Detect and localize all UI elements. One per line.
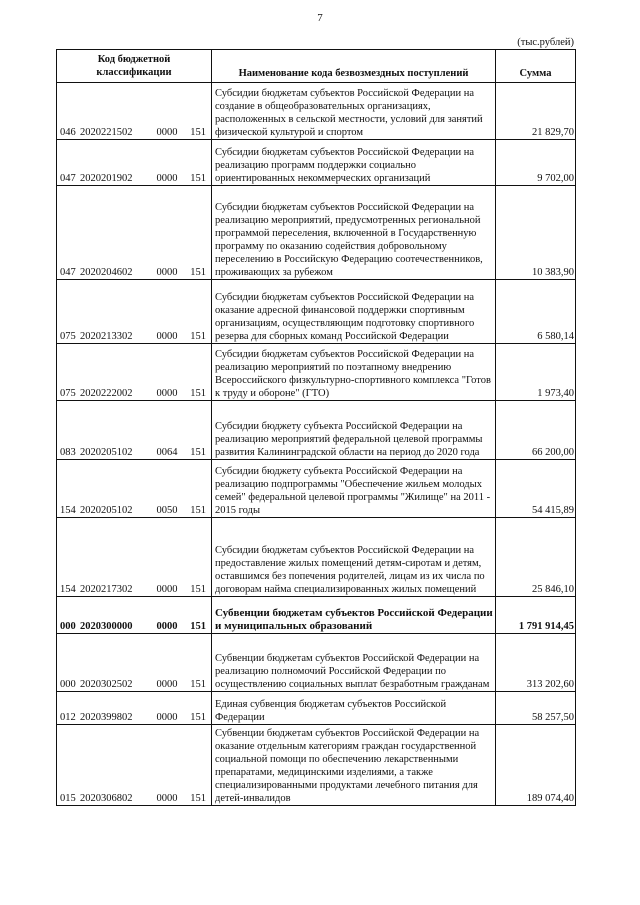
classification-code-cell [57, 140, 212, 186]
kosgu-code: 151 [190, 267, 206, 278]
revenue-name-cell: Субсидии бюджету субъекта Российской Федерации на реализацию подпрограммы "Обеспечение жильем молодых семей" федеральной целевой программы "Жилище" на 2011 - 2015 годы [212, 460, 496, 518]
amount-cell: 21 829,70 [496, 83, 576, 140]
classification-code-cell [57, 460, 212, 518]
table-row [57, 692, 576, 725]
amount-cell: 1 791 914,45 [496, 597, 576, 634]
table-row [57, 280, 576, 344]
revenue-code: 2020399802 [80, 712, 133, 723]
revenue-code: 2020204602 [80, 267, 133, 278]
program-code: 0050 [156, 505, 178, 516]
amount-cell: 9 702,00 [496, 140, 576, 186]
revenue-name-cell: Субсидии бюджетам субъектов Российской Федерации на реализацию мероприятий по поэтапному внедрению Всероссийского физкультурно-спортивного комплекса "Готов к труду и обороне" (ГТО) [212, 344, 496, 401]
admin-code: 000 [60, 621, 76, 632]
classification-code-cell [57, 186, 212, 280]
revenue-code: 2020221502 [80, 127, 133, 138]
admin-code: 012 [60, 712, 76, 723]
revenue-name-cell: Субсидии бюджетам субъектов Российской Федерации на создание в общеобразовательных организациях, расположенных в сельской местности, условий для занятий физической культурой и спортом [212, 83, 496, 140]
revenue-code: 2020205102 [80, 505, 133, 516]
kosgu-code: 151 [190, 584, 206, 595]
revenue-code: 2020213302 [80, 331, 133, 342]
program-code: 0000 [156, 388, 178, 399]
revenue-name-cell: Единая субвенция бюджетам субъектов Российской Федерации [212, 692, 496, 725]
amount-cell: 189 074,40 [496, 725, 576, 806]
program-code: 0000 [156, 331, 178, 342]
revenue-name-cell: Субсидии бюджетам субъектов Российской Федерации на реализацию мероприятий, предусмотренных региональной программой переселения, включенной в Государственную программу по оказанию содействия добровольному переселению в Российскую Федерацию соотечественников, проживающих за рубежом [212, 186, 496, 280]
revenue-name-cell: Субвенции бюджетам субъектов Российской Федерации на реализацию полномочий Российской Федерации по осуществлению социальных выплат безработным гражданам [212, 634, 496, 692]
program-code: 0000 [156, 173, 178, 184]
amount-cell: 25 846,10 [496, 518, 576, 597]
revenue-name-cell: Субвенции бюджетам субъектов Российской Федерации и муниципальных образований [212, 597, 496, 634]
revenue-name-cell: Субсидии бюджетам субъектов Российской Федерации на оказание адресной финансовой поддержки спортивным организациям, осуществляющим подготовку спортивного резерва для сборных команд Российской Федерации [212, 280, 496, 344]
classification-code-cell [57, 280, 212, 344]
kosgu-code: 151 [190, 127, 206, 138]
admin-code: 000 [60, 679, 76, 690]
admin-code: 075 [60, 331, 76, 342]
classification-code-cell [57, 634, 212, 692]
classification-code-cell [57, 692, 212, 725]
classification-code-cell [57, 518, 212, 597]
amount-cell: 313 202,60 [496, 634, 576, 692]
classification-code-cell [57, 597, 212, 634]
kosgu-code: 151 [190, 679, 206, 690]
classification-code-cell [57, 401, 212, 460]
revenue-code: 2020201902 [80, 173, 133, 184]
amount-cell: 54 415,89 [496, 460, 576, 518]
revenue-code: 2020217302 [80, 584, 133, 595]
units-label: (тыс.рублей) [517, 37, 574, 48]
classification-code-cell [57, 725, 212, 806]
admin-code: 046 [60, 127, 76, 138]
admin-code: 154 [60, 584, 76, 595]
amount-cell: 66 200,00 [496, 401, 576, 460]
kosgu-code: 151 [190, 331, 206, 342]
table-row [57, 140, 576, 186]
classification-code-cell [57, 83, 212, 140]
table-row [57, 460, 576, 518]
revenue-name-cell: Субсидии бюджету субъекта Российской Федерации на реализацию мероприятий федеральной целевой программы развития Калининградской области на период до 2020 года [212, 401, 496, 460]
program-code: 0064 [156, 447, 178, 458]
program-code: 0000 [156, 621, 178, 632]
program-code: 0000 [156, 679, 178, 690]
admin-code: 047 [60, 173, 76, 184]
name-column-header: Наименование кода безвозмездных поступлений [212, 50, 496, 83]
program-code: 0000 [156, 584, 178, 595]
table-row [57, 725, 576, 806]
budget-table [56, 49, 576, 806]
revenue-code: 2020300000 [80, 621, 133, 632]
table-row [57, 83, 576, 140]
table-header-row [57, 50, 576, 83]
admin-code: 075 [60, 388, 76, 399]
table-row [57, 344, 576, 401]
revenue-code: 2020306802 [80, 793, 133, 804]
amount-cell: 10 383,90 [496, 186, 576, 280]
kosgu-code: 151 [190, 621, 206, 632]
classification-code-cell [57, 344, 212, 401]
program-code: 0000 [156, 712, 178, 723]
table-row [57, 186, 576, 280]
admin-code: 154 [60, 505, 76, 516]
amount-cell: 58 257,50 [496, 692, 576, 725]
program-code: 0000 [156, 267, 178, 278]
kosgu-code: 151 [190, 793, 206, 804]
revenue-code: 2020205102 [80, 447, 133, 458]
table-row [57, 518, 576, 597]
table-row [57, 597, 576, 634]
admin-code: 047 [60, 267, 76, 278]
kosgu-code: 151 [190, 712, 206, 723]
table-row [57, 401, 576, 460]
program-code: 0000 [156, 793, 178, 804]
revenue-name-cell: Субсидии бюджетам субъектов Российской Федерации на реализацию программ поддержки социально ориентированных некоммерческих организаций [212, 140, 496, 186]
kosgu-code: 151 [190, 447, 206, 458]
amount-cell: 1 973,40 [496, 344, 576, 401]
program-code: 0000 [156, 127, 178, 138]
code-column-header: Код бюджетной классификации [57, 50, 212, 83]
table-row [57, 634, 576, 692]
revenue-code: 2020222002 [80, 388, 133, 399]
revenue-code: 2020302502 [80, 679, 133, 690]
admin-code: 083 [60, 447, 76, 458]
kosgu-code: 151 [190, 505, 206, 516]
revenue-name-cell: Субсидии бюджетам субъектов Российской Федерации на предоставление жилых помещений детям-сиротам и детям, оставшимся без попечения родителей, лицам из их числа по договорам найма специализированных жилых помещений [212, 518, 496, 597]
kosgu-code: 151 [190, 388, 206, 399]
amount-cell: 6 580,14 [496, 280, 576, 344]
table-body [57, 83, 576, 806]
revenue-name-cell: Субвенции бюджетам субъектов Российской Федерации на оказание отдельным категориям граждан государственной социальной помощи по обеспечению лекарственными препаратами, медицинскими изделиями, а также специализированными продуктами лечебного питания для детей-инвалидов [212, 725, 496, 806]
admin-code: 015 [60, 793, 76, 804]
kosgu-code: 151 [190, 173, 206, 184]
sum-column-header: Сумма [496, 50, 576, 83]
page-number: 7 [317, 12, 323, 24]
